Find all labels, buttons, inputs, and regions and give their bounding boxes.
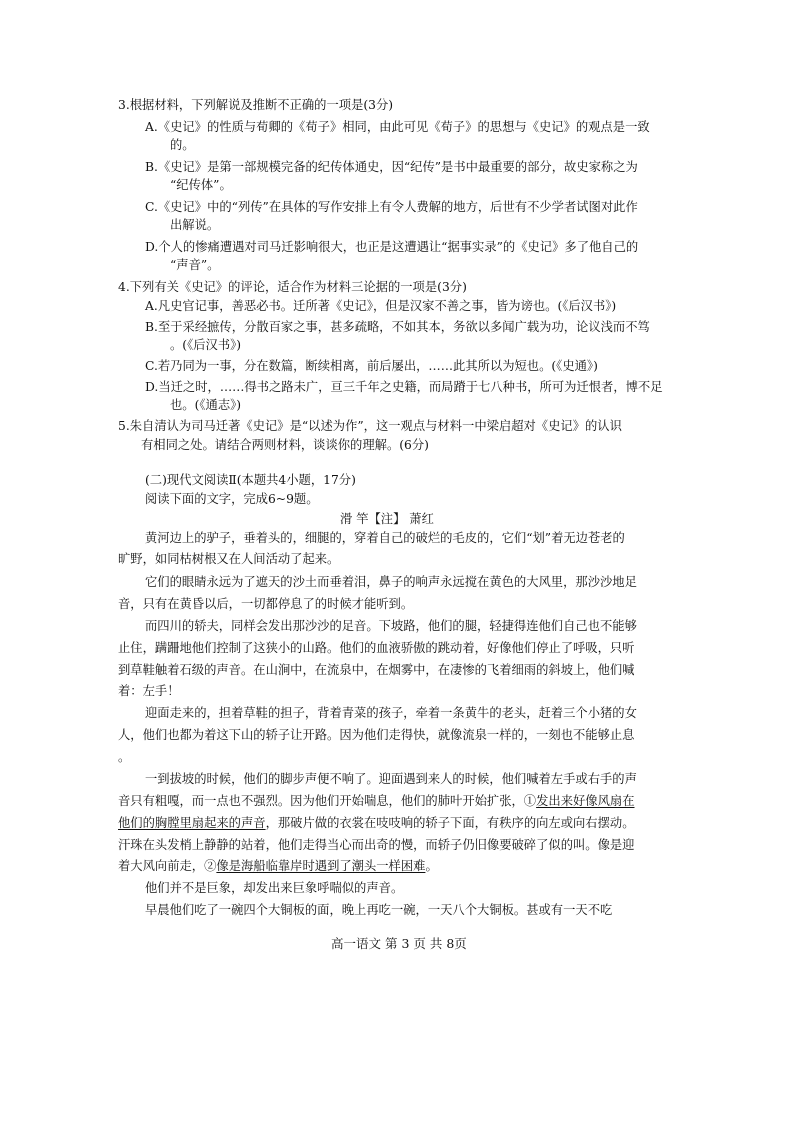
q4-option-b-cont: 。(《后汉书》) <box>170 338 242 352</box>
underlined-sentence-1-cont: 他们的胸膛里扇起来的声音 <box>118 816 266 830</box>
q5-line-2: 有相同之处。请结合两则材料，谈谈你的理解。(6分) <box>141 438 429 452</box>
passage-p5-l2 <box>118 792 635 810</box>
passage-p5-l3 <box>118 814 635 832</box>
section-heading: (二)现代文阅读Ⅱ(本题共4小题，17分) <box>145 473 356 487</box>
passage-p3-l4: 着：左手！ <box>118 684 180 698</box>
q3-option-d-cont: “声音”。 <box>170 258 220 272</box>
page-footer: 高一语文 第 3 页 共 8页 <box>331 936 467 951</box>
q4-stem: 4.下列有关《史记》的评论，适合作为材料三论据的一项是(3分) <box>118 280 467 294</box>
q3-option-c-cont: 出解说。 <box>170 218 220 232</box>
q3-option-d: D.个人的惨痛遭遇对司马迁影响很大，也正是这遭遇让“据事实录”的《史记》多了他自己的 <box>145 240 639 254</box>
passage-p5-l5-text: 着大风向前走，② <box>118 859 217 873</box>
underlined-sentence-2: 像是海船临靠岸时遇到了潮头一样困难 <box>216 859 426 873</box>
q4-option-a: A.凡史官记事，善恶必书。迁所著《史记》，但是汉家不善之事，皆为谤也。(《后汉书》) <box>145 299 617 313</box>
q4-option-d: D.当迁之时，……得书之路未广，亘三千年之史籍，而局蹐于七八种书，所可为迁恨者，博不足 <box>145 380 663 394</box>
passage-p4-l2: 人，他们也都为着这下山的轿子让开路。因为他们走得快，就像流泉一样的，一刻也不能够止息 <box>118 728 635 742</box>
q3-option-b: B.《史记》是第一部规模完备的纪传体通史，因“纪传”是书中最重要的部分，故史家称之为 <box>145 160 638 174</box>
passage-p4-l3: 。 <box>118 750 131 764</box>
passage-p5-l1: 一到拔坡的时候，他们的脚步声便不响了。迎面遇到来人的时候，他们喊着左手或右手的声 <box>145 772 637 786</box>
q3-option-a-cont: 的。 <box>170 138 195 152</box>
passage-p5-l5-end: 。 <box>425 859 438 873</box>
passage-p5-l2-text: 音只有粗嘎，而一点也不强烈。因为他们开始喘息，他们的肺叶开始扩张，① <box>118 794 537 808</box>
q3-option-a: A.《史记》的性质与荀卿的《荀子》相同，由此可见《荀子》的思想与《史记》的观点是一致 <box>145 120 650 134</box>
passage-p1-l2: 旷野，如同枯树根又在人间活动了起来。 <box>118 552 340 566</box>
q4-option-c: C.若乃同为一事，分在数篇，断续相离，前后屡出，……此其所以为短也。(《史通》) <box>145 359 598 373</box>
q3-stem: 3.根据材料，下列解说及推断不正确的一项是(3分) <box>118 98 394 112</box>
passage-p1-l1: 黄河边上的驴子，垂着头的，细腿的，穿着自己的破烂的毛皮的，它们“划”着无边苍老的 <box>145 531 625 545</box>
passage-p2-l1: 它们的眼睛永远为了遮天的沙土而垂着泪，鼻子的响声永远搅在黄色的大风里，那沙沙地足 <box>145 575 637 589</box>
passage-p3-l1: 而四川的轿夫，同样会发出那沙沙的足音。下坡路，他们的腿，轻捷得连他们自己也不能够 <box>145 619 637 633</box>
q3-option-b-cont: “纪传体”。 <box>170 178 232 192</box>
passage-p2-l2: 音，只有在黄昏以后，一切都停息了的时候才能听到。 <box>118 597 414 611</box>
passage-p5-l4: 汗珠在头发梢上静静的站着，他们走得当心而出奇的慢，而轿子仍旧像要破碎了似的叫。像是迎 <box>118 838 635 852</box>
underlined-sentence-1: 发出来好像风扇在 <box>536 794 635 808</box>
passage-p6: 他们并不是巨象，却发出来巨象呼喘似的声音。 <box>145 881 404 895</box>
passage-p5-l5 <box>118 857 438 875</box>
passage-p4-l1: 迎面走来的，担着草鞋的担子，背着青菜的孩子，牵着一条黄牛的老头，赶着三个小猪的女 <box>145 706 637 720</box>
passage-p7: 早晨他们吃了一碗四个大铜板的面，晚上再吃一碗，一天八个大铜板。甚或有一天不吃 <box>145 903 613 917</box>
passage-p3-l3: 到草鞋触着石级的声音。在山涧中，在流泉中，在烟雾中，在凄惨的飞着细雨的斜坡上，他们喊 <box>118 663 635 677</box>
passage-p5-l3-text: ，那破片做的衣裳在吱吱响的轿子下面，有秩序的向左或向右摆动。 <box>265 816 635 830</box>
q4-option-b: B.至于采经摭传，分散百家之事，甚多疏略，不如其本，务欲以多闻广载为功，论议浅而不笃 <box>145 320 650 334</box>
passage-p3-l2: 止住，蹒跚地他们控制了这狭小的山路。他们的血液骄傲的跳动着，好像他们停止了呼吸，只听 <box>118 641 635 655</box>
q3-option-c: C.《史记》中的“列传”在具体的写作安排上有令人费解的地方，后世有不少学者试图对此作 <box>145 200 638 214</box>
q4-option-d-cont: 也。(《通志》) <box>170 398 242 412</box>
passage-title: 滑 竿【注】 萧红 <box>340 512 434 526</box>
section-instruction: 阅读下面的文字，完成6~9题。 <box>145 492 319 506</box>
q5-line-1: 5.朱自清认为司马迁著《史记》是“以述为作”，这一观点与材料一中梁启超对《史记》的认识 <box>118 419 622 433</box>
